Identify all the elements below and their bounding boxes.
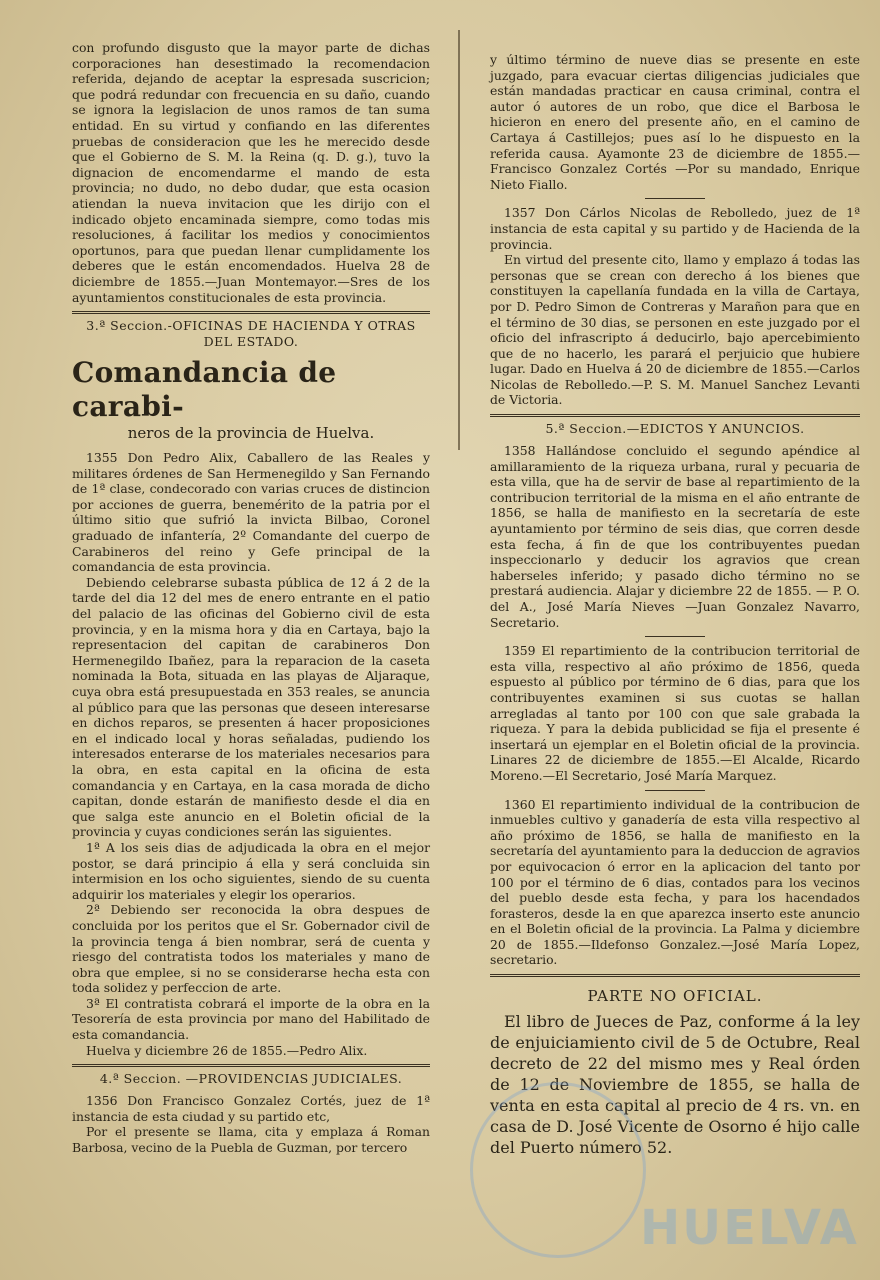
notice-1355: 1355 Don Pedro Alix, Caballero de las Reales y militares órdenes de San Hermenegildo y San Fernando de 1ª clase, condecorado con varias cruces de distincion por acciones de guerra, benemérito de la patria por el último sitio que sufrió la invicta Bilbao, Coronel graduado de infantería, 2º Comandante del cuerpo de Carabineros del reino y Gefe principal de la comandancia de esta provincia. (72, 450, 430, 575)
section-rule (490, 974, 860, 977)
section-rule (72, 1064, 430, 1067)
column-divider (458, 30, 460, 450)
condition-1: 1ª A los seis dias de adjudicada la obra en el mejor postor, se dará principio á ella y será concluida sin intermision en los ocho siguientes, siendo de su cuenta adquirir los materiales y elegir los operarios. (72, 839, 430, 902)
separator (645, 790, 705, 791)
separator (645, 636, 705, 637)
notice-1358: 1358 Hallándose concluido el segundo apéndice al amillaramiento de la riqueza urbana, rural y pecuaria de esta villa, que ha de servir de base al repartimiento de la contribucion territorial de la misma en el año entrante de 1856, se halla de manifiesto en la secretaría de este ayuntamiento por término de seis dias, que corren desde esta fecha, á fin de que los contribuyentes puedan inspeccionarlo y deducir los agravios que crean haberseles inferido; y pasado dicho término no se prestará audiencia. Alajar y diciembre 22 de 1855. — P. O. del A., José María Nieves —Juan Gonzalez Navarro, Secretario. (490, 443, 860, 630)
section-4-heading: 4.ª Seccion. —PROVIDENCIAS JUDICIALES. (99, 1071, 403, 1087)
notice-1360: 1360 El repartimiento individual de la contribucion de inmuebles cultivo y ganadería de esta villa respectivo al año próximo de 1856, se halla de manifiesto en la secretaría del ayuntamiento para la deduccion de agravios por equivocacion ó error en la aplicacion del tanto por 100 por el término de 6 dias, contados para los vecinos del pueblo desde esta fecha, y para los hacendados forasteros, desde la en que aparezca inserto este anuncio en el Boletin oficial de la provincia. La Palma y diciembre 20 de 1855.—Ildefonso Gonzalez.—José María Lopez, secretario. (490, 796, 860, 968)
notice-1355-body: Debiendo celebrarse subasta pública de 12 á 2 de la tarde del dia 12 del mes de enero entrante en el patio del palacio de las oficinas del Gobierno civil de esta provincia, y en la misma hora y dia en Cartaya, bajo la representacion del capitan de carabineros Don Hermenegildo Ibañez, para la reparacion de la caseta nominada la Bota, situada en las playas de Aljaraque, cuya obra está presupuestada en 353 reales, se anuncia al público para que las personas que deseen interesarse en dichos reparos, se presenten á hacer proposiciones en el indicado local y horas señaladas, pudiendo los interesados enterarse de los materiales necesarios para la obra, en esta capital en la oficina de esta comandancia y en Cartaya, en la casa morada de dicho capitan, donde estarán de manifiesto desde el dia en que salga este anuncio en el Boletin oficial de la provincia y cuyas condiciones serán las siguientes. (72, 574, 430, 840)
book-advertisement: El libro de Jueces de Paz, conforme á la ley de enjuiciamiento civil de 5 de Octubre, Real decreto de 22 del mismo mes y Real órden de 12 de Noviembre de 1855, se halla de venta en esta capital al precio de 4 rs. vn. en casa de D. José Vicente de Osorno é hijo calle del Puerto número 52. (490, 1012, 860, 1158)
notice-1357-body: En virtud del presente cito, llamo y emplazo á todas las personas que se crean con derecho á los bienes que constituyen la capellanía fundada en la villa de Cartaya, por D. Pedro Simon de Contreras y Marañon para que en el término de 30 dias, se personen en este juzgado por el oficio del infrascripto á deducirlo, bajo apercebimiento que de no hacerlo, les parará el perjuicio que hubiere lugar. Dado en Huelva á 20 de diciembre de 1855.—Carlos Nicolas de Rebolledo.—P. S. M. Manuel Sanchez Levanti de Victoria. (490, 252, 860, 408)
section-rule (72, 311, 430, 314)
section-rule (490, 414, 860, 417)
comandancia-title: Comandancia de carabi- (72, 356, 337, 424)
notice-1355-signature: Huelva y diciembre 26 de 1855.—Pedro Alix. (86, 1042, 368, 1058)
notice-1356-continued: y último término de nueve dias se presente en este juzgado, para evacuar ciertas diligencias judiciales que están mandadas practicar en causa criminal, contra el autor ó autores de un robo, que dice el Barbosa le hicieron en enero del presente año, en el camino de Cartaya á Castillejos; pues así lo he dispuesto en la referida causa. Ayamonte 23 de diciembre de 1855.—Francisco Gonzalez Cortés —Por su mandado, Enrique Nieto Fiallo. (490, 52, 860, 192)
watermark-logo: HUELVA (640, 1200, 859, 1256)
right-column (490, 52, 860, 1158)
left-column (72, 40, 430, 1156)
intro-paragraph: con profundo disgusto que la mayor parte de dichas corporaciones han desestimado la recomendacion referida, dejando de aceptar la espresada suscricion; que podrá redundar con frecuencia en su daño, cuando se ignora la legislacion de unos ramos de tan suma entidad. En su virtud y confiando en las diferentes pruebas de consideracion que les he merecido desde que el Gobierno de S. M. la Reina (q. D. g.), tuvo la dignacion de encomendarme el mando de esta provincia; no dudo, no debo dudar, que esta ocasion atiendan la nueva invitacion que les dirijo con el indicado objeto encaminada siempre, como todas mis resoluciones, á facilitar los medios y conocimientos oportunos, para que puedan llenar cumplidamente los deberes que le están encomendados. Huelva 28 de diciembre de 1855.—Juan Montemayor.—Sres de los ayuntamientos constitucionales de esta provincia. (72, 40, 430, 305)
section-5-heading: 5.ª Seccion.—EDICTOS Y ANUNCIOS. (545, 421, 805, 437)
parte-no-oficial-heading: PARTE NO OFICIAL. (587, 987, 763, 1006)
condition-2: 2ª Debiendo ser reconocida la obra despues de concluida por los peritos que el Sr. Gobernador civil de la provincia tenga á bien nombrar, será de cuenta y riesgo del contratista todos los materiales y mano de obra que emplee, si no se considerarse hecha esta con toda solidez y perfeccion de arte. (72, 902, 430, 996)
watermark-seal-icon (470, 1082, 646, 1258)
notice-1356: 1356 Don Francisco Gonzalez Cortés, juez de 1ª instancia de esta ciudad y su partido etc, (72, 1093, 430, 1124)
section-3-heading: 3.ª Seccion.-OFICINAS DE HACIENDA Y OTRAS DEL ESTADO. (86, 318, 416, 350)
comandancia-subtitle: neros de la provincia de Huelva. (127, 424, 375, 443)
separator (645, 198, 705, 199)
notice-1359: 1359 El repartimiento de la contribucion territorial de esta villa, respectivo al año próximo de 1856, queda espuesto al público por término de 6 dias, para que los contribuyentes examinen si sus cuotas se hallan arregladas al tanto por 100 con que sale grabada la riqueza. Y para la debida publicidad se fija el presente é insertará un ejemplar en el Boletin oficial de la provincia. Linares 22 de diciembre de 1855.—El Alcalde, Ricardo Moreno.—El Secretario, José María Marquez. (490, 643, 860, 783)
notice-1356-body: Por el presente se llama, cita y emplaza á Roman Barbosa, vecino de la Puebla de Guzman, por tercero (72, 1124, 430, 1156)
notice-1357: 1357 Don Cárlos Nicolas de Rebolledo, juez de 1ª instancia de esta capital y su partido y de Hacienda de la provincia. (490, 205, 860, 252)
condition-3: 3ª El contratista cobrará el importe de la obra en la Tesorería de esta provincia por mano del Habilitado de esta comandancia. (72, 995, 430, 1043)
